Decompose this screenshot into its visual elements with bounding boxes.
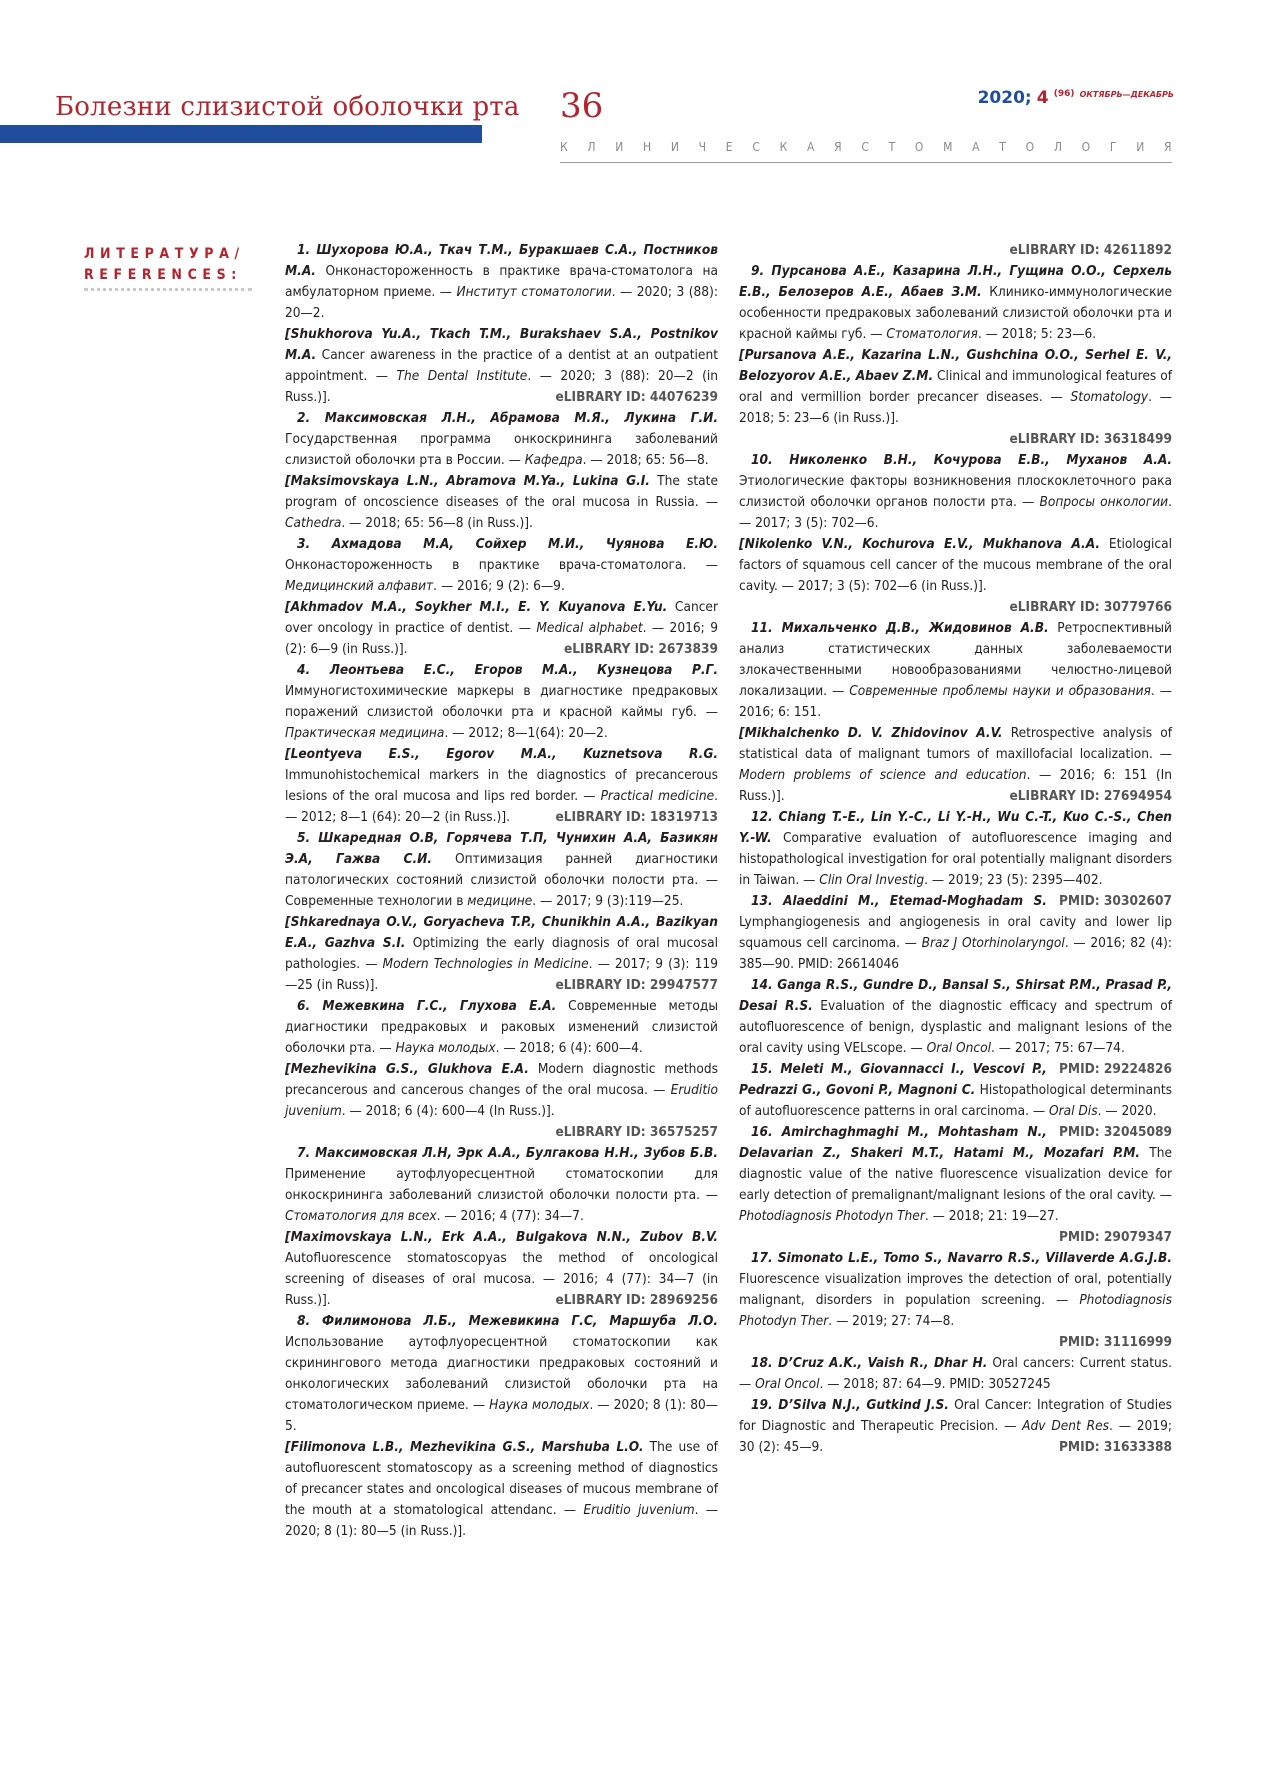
reference-1-id: eLIBRARY ID: 44076239 <box>555 389 718 405</box>
reference-12-id: PMID: 30302607 <box>1058 893 1172 909</box>
reference-18: 18. D’Cruz A.K., Vaish R., Dhar H. Oral cancers: Current status. — Oral Oncol. — 2018; 87: 64—9. PMID: 30527245 <box>739 1355 1172 1392</box>
reference-9-ru: 9. Пурсанова А.Е., Казарина Л.Н., Гущина О.О., Серхель Е.В., Белозеров А.Е., Абаев З.М. Клинико-иммунологические особенности предраковых заболеваний слизистой оболочки рта и красной каймы губ. — Стоматология. — 2018; 5: 23—6. <box>739 263 1172 342</box>
references-column-left <box>285 240 718 1542</box>
heading-dotted-rule <box>84 288 252 291</box>
reference-17-id: PMID: 31116999 <box>1058 1334 1172 1350</box>
journal-underline <box>560 162 1172 163</box>
reference-19: 19. D’Silva N.J., Gutkind J.S. Oral Cancer: Integration of Studies for Diagnostic and Therapeutic Precision. — Adv Dent Res. — 2019; 30 (2): 45—9. PMID: 31633388 <box>739 1395 1172 1458</box>
reference-3-id: eLIBRARY ID: 2673839 <box>563 641 718 657</box>
reference-19-id: PMID: 31633388 <box>1058 1439 1172 1455</box>
reference-9-en: [Pursanova A.E., Kazarina L.N., Gushchina O.O., Serhel E. V., Belozyorov A.E., Abaev Z.M. Clinical and immunological features of oral and vermillion border precancer diseases. — Stomatology. — 2018; 5: 23—6 (in Russ.)]. <box>739 347 1172 426</box>
references-heading-ru: ЛИТЕРАТУРА/ <box>84 246 245 262</box>
reference-15: 15. Meleti M., Giovannacci I., Vescovi P., Pedrazzi G., Govoni P., Magnoni C. Histopathological determinants of autofluorescence patterns in oral carcinoma. — Oral Dis. — 2020. PMID: 32045089 <box>739 1059 1172 1122</box>
journal-name: К Л И Н И Ч Е С К А Я С Т О М А Т О Л О Г И Я <box>560 140 1172 154</box>
reference-7-id: eLIBRARY ID: 28969256 <box>555 1292 718 1308</box>
issue-total-number: (96) <box>1053 89 1075 99</box>
reference-3-ru: 3. Ахмадова М.А, Сойхер М.И., Чуянова Е.Ю. Онконастороженность в практике врача-стоматолога. — Медицинский алфавит. — 2016; 9 (2): 6—9. <box>285 536 718 594</box>
references-column-right <box>739 240 1172 1458</box>
issue-number: 4 <box>1036 88 1049 108</box>
references-heading <box>84 244 245 286</box>
reference-7-en: [Maximovskaya L.N., Erk A.A., Bulgakova N.N., Zubov B.V. Autofluorescence stomatoscopyas the method of oncological screening of diseases of oral mucosa. — 2016; 4 (77): 34—7 (in Russ.)]. eLIBRARY ID: 28969256 <box>285 1227 718 1311</box>
reference-14-id: PMID: 29224826 <box>1058 1061 1172 1077</box>
references-heading-en: REFERENCES: <box>84 267 242 283</box>
reference-7-ru: 7. Максимовская Л.Н, Эрк А.А., Булгакова Н.Н., Зубов Б.В. Применение аутофлуоресцентной стоматоскопии для онкоскрининга заболеваний слизистой оболочки полости рта. — Стоматология для всех. — 2016; 4 (77): 34—7. <box>285 1145 718 1224</box>
reference-10-id: eLIBRARY ID: 30779766 <box>1009 599 1172 615</box>
reference-5-id: eLIBRARY ID: 29947577 <box>555 977 718 993</box>
reference-4-ru: 4. Леонтьева Е.С., Егоров М.А., Кузнецова Р.Г. Иммуногистохимические маркеры в диагностике предраковых поражений слизистой оболочки рта и красной каймы губ. — Практическая медицина. — 2012; 8—1(64): 20—2. <box>285 662 718 741</box>
reference-3-en: [Akhmadov M.A., Soykher M.I., E. Y. Kuyanova E.Yu. Cancer over oncology in practice of dentist. — Medical alphabet. — 2016; 9 (2): 6—9 (in Russ.)]. eLIBRARY ID: 2673839 <box>285 597 718 660</box>
reference-5-ru: 5. Шкаредная О.В, Горячева Т.П, Чунихин А.А, Базикян Э.А, Гажва С.И. Оптимизация ранней диагностики патологических состояний слизистой оболочки полости рта. — Современные технологии в медицине. — 2017; 9 (3):119—25. <box>285 830 718 909</box>
reference-8-en: [Filimonova L.B., Mezhevikina G.S., Marshuba L.O. The use of autofluorescent stomatoscopy as a screening method of diagnostics of precancer states and oncological diseases of mucous membrane of the mouth at a stomatological attendanc. — Eruditio juvenium. — 2020; 8 (1): 80—5 (in Russ.)]. <box>285 1439 719 1539</box>
reference-12: 12. Chiang T.-E., Lin Y.-C., Li Y.-H., Wu C.-T., Kuo C.-S., Chen Y.-W. Comparative evaluation of autofluorescence imaging and histopathological investigation for oral potentially malignant disorders in Taiwan. — Clin Oral Investig. — 2019; 23 (5): 2395—402. PMID: 30302607 <box>739 807 1172 891</box>
reference-16: 16. Amirchaghmaghi M., Mohtasham N., Delavarian Z., Shakeri M.T., Hatami M., Mozafari P.M. The diagnostic value of the native fluorescence visualization device for early detection of premalignant/malignant lesions of the oral cavity. — Photodiagnosis Photodyn Ther. — 2018; 21: 19—27. <box>739 1124 1172 1224</box>
reference-11-ru: 11. Михальченко Д.В., Жидовинов А.В. Ретроспективный анализ статистических данных заболеваемости злокачественными новообразованиями челюстно-лицевой локализации. — Современные проблемы науки и образования. — 2016; 6: 151. <box>739 620 1173 720</box>
reference-8-ru: 8. Филимонова Л.Б., Межевикина Г.С, Маршуба Л.О. Использование аутофлуоресцентной стоматоскопии как скринингового метода диагностики предраковых состояний и онкологических заболеваний слизистой оболочки рта на стоматологическом приеме. — Наука молодых. — 2020; 8 (1): 80—5. <box>285 1313 718 1434</box>
reference-13: 13. Alaeddini M., Etemad-Moghadam S. Lymphangiogenesis and angiogenesis in oral cavity and lower lip squamous cell carcinoma. — Braz J Otorhinolaryngol. — 2016; 82 (4): 385—90. PMID: 26614046 <box>739 893 1172 972</box>
reference-14: 14. Ganga R.S., Gundre D., Bansal S., Shirsat P.M., Prasad P., Desai R.S. Evaluation of the diagnostic efficacy and spectrum of autofluorescence of benign, dysplastic and malignant lesions of the oral cavity using VELscope. — Oral Oncol. — 2017; 75: 67—74. PMID: 29224826 <box>739 975 1172 1059</box>
reference-1-en: [Shukhorova Yu.A., Tkach T.M., Burakshaev S.A., Postnikov M.A. Cancer awareness in the practice of a dentist at an outpatient appointment. — The Dental Institute. — 2020; 3 (88): 20—2 (in Russ.)]. eLIBRARY ID: 44076239 <box>285 324 718 408</box>
header-blue-bar <box>0 125 482 143</box>
reference-6-id: eLIBRARY ID: 36575257 <box>555 1124 718 1140</box>
reference-15-id: PMID: 32045089 <box>1058 1124 1172 1140</box>
reference-5-en: [Shkarednaya O.V., Goryacheva T.P., Chunikhin A.A., Bazikyan E.A., Gazhva S.I. Optimizing the early diagnosis of oral mucosal pathologies. — Modern Technologies in Medicine. — 2017; 9 (3): 119—25 (in Russ)]. eLIBRARY ID: 29947577 <box>285 912 718 996</box>
reference-2-ru: 2. Максимовская Л.Н., Абрамова М.Я., Лукина Г.И. Государственная программа онкоскрининга заболеваний слизистой оболочки рта в России. — Кафедра. — 2018; 65: 56—8. <box>285 410 718 468</box>
issue-months: ОКТЯБРЬ—ДЕКАБРЬ <box>1079 90 1174 99</box>
reference-8-id: eLIBRARY ID: 42611892 <box>1009 242 1172 258</box>
reference-9-id: eLIBRARY ID: 36318499 <box>1009 431 1172 447</box>
reference-10-en: [Nikolenko V.N., Kochurova E.V., Mukhanova A.A. Etiological factors of squamous cell cancer of the mucous membrane of the oral cavity. — 2017; 3 (5): 702—6 (in Russ.)]. <box>739 536 1172 594</box>
reference-4-id: eLIBRARY ID: 18319713 <box>555 809 718 825</box>
reference-11-en: [Mikhalchenko D. V. Zhidovinov A.V. Retrospective analysis of statistical data of malignant tumors of maxillofacial localization. — Modern problems of science and education. — 2016; 6: 151 (In Russ.)]. eLIBRARY ID: 27694954 <box>739 723 1172 807</box>
reference-6-en: [Mezhevikina G.S., Glukhova E.A. Modern diagnostic methods precancerous and cancerous changes of the oral mucosa. — Eruditio juvenium. — 2018; 6 (4): 600—4 (In Russ.)]. <box>285 1061 718 1119</box>
reference-1-ru: 1. Шухорова Ю.А., Ткач Т.М., Буракшаев С.А., Постников М.А. Онконастороженность в практике врача-стоматолога на амбулаторном приеме. — Институт стоматологии. — 2020; 3 (88): 20—2. <box>285 242 718 321</box>
reference-10-ru: 10. Николенко В.Н., Кочурова Е.В., Муханов А.А. Этиологические факторы возникновения плоскоклеточного рака слизистой оболочки органов полости рта. — Вопросы онкологии. — 2017; 3 (5): 702—6. <box>739 452 1172 531</box>
issue-info <box>978 88 1174 108</box>
reference-4-en: [Leontyeva E.S., Egorov M.A., Kuznetsova R.G. Immunohistochemical markers in the diagnostics of precancerous lesions of the oral mucosa and lips red border. — Practical medicine. — 2012; 8—1 (64): 20—2 (in Russ.)]. eLIBRARY ID: 18319713 <box>285 744 718 828</box>
reference-6-ru: 6. Межевкина Г.С., Глухова Е.А. Современные методы диагностики предраковых и раковых изменений слизистой оболочки рта. — Наука молодых. — 2018; 6 (4): 600—4. <box>285 998 718 1056</box>
page-number: 36 <box>560 86 604 126</box>
reference-11-id: eLIBRARY ID: 27694954 <box>1009 788 1172 804</box>
issue-year: 2020; <box>977 88 1032 108</box>
section-title: Болезни слизистой оболочки рта <box>55 92 520 122</box>
reference-16-id: PMID: 29079347 <box>1058 1229 1172 1245</box>
reference-17: 17. Simonato L.E., Tomo S., Navarro R.S., Villaverde A.G.J.B. Fluorescence visualization improves the detection of oral, potentially malignant, disorders in population screening. — Photodiagnosis Photodyn Ther. — 2019; 27: 74—8. <box>739 1250 1172 1329</box>
reference-2-en: [Maksimovskaya L.N., Abramova M.Ya., Lukina G.I. The state program of oncoscience diseases of the oral mucosa in Russia. — Cathedra. — 2018; 65: 56—8 (in Russ.)]. <box>285 473 718 531</box>
